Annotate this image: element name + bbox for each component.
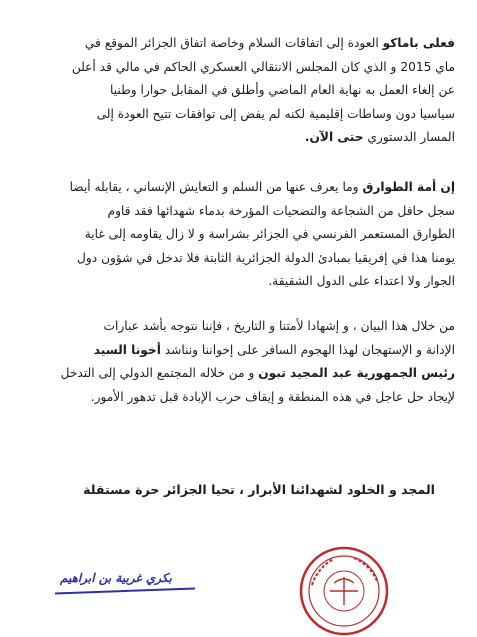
closing-slogan: المجد و الخلود لشهدائنا الأبرار ، تحيا الجزائر حرة مستقلة	[83, 482, 435, 497]
signature-stroke	[55, 588, 195, 595]
paragraph-1-line-5: المسار الدستوري حتى الآن.	[304, 130, 455, 144]
signature-area	[0, 527, 477, 597]
paragraph-3-line-2: الإدانة و الإستهجان لهذا الهجوم السافر على إخواننا ونناشد أخونا السيد	[93, 342, 455, 357]
paragraph-2-line-4: يومنا هذا في إفريقيا بمبادئ الدولة الجزائرية الثابتة فلا تدخل في شؤون دول	[77, 250, 455, 265]
paragraph-2	[19, 176, 455, 294]
paragraph-1-line-4: سياسيا دون وساطات إقليمية لكنه لم يفض إلى توافقات تتيح العودة إلى	[96, 106, 455, 121]
paragraph-3-line-4: لإيجاد حل عاجل في هذه المنطقة و إيقاف حرب الإبادة قبل تدهور الأمور.	[90, 389, 455, 404]
signature-name: بكري غربية بن ابراهيم	[60, 571, 172, 585]
paragraph-1-line-1: فعلى باماكو العودة إلى اتفاقات السلام وخاصة اتفاق الجزائر الموقع في	[84, 36, 455, 50]
official-seal-icon	[298, 545, 390, 637]
paragraph-1	[19, 32, 455, 150]
paragraph-2-line-2: سجل حافل من الشجاعة والتضحيات المؤرخة بدماء شهدائها فقد قاوم	[107, 203, 455, 218]
paragraph-2-line-5: الجوار ولا اعتداء على الدول الشقيقة.	[268, 274, 455, 288]
paragraph-2-line-3: الطوارق المستعمر الفرنسي في الجزائر بشراسة و لا زال يقاومه إلى غاية	[84, 227, 455, 241]
paragraph-3-line-3: رئيس الجمهورية عبد المجيد تبون و من خلاله المجتمع الدولي إلى التدخل	[60, 366, 455, 380]
paragraph-3	[19, 315, 455, 409]
paragraph-1-line-2: ماي 2015 و الذي كان المجلس الانتقالي العسكري الحاكم في مالي قد أعلن	[71, 59, 455, 74]
paragraph-3-line-1: من خلال هذا البيان ، و إشهادا لأمتنا و التاريخ ، فإننا نتوجه بأشد عبارات	[103, 319, 455, 333]
paragraph-1-line-3: عن إلغاء العمل به نهاية العام الماضي وأطلق في المقابل حوارا وطنيا	[110, 83, 455, 97]
paragraph-2-line-1: إن أمة الطوارق وما يعرف عنها من السلم و التعايش الإنساني ، يقابله أيضا	[69, 180, 455, 194]
